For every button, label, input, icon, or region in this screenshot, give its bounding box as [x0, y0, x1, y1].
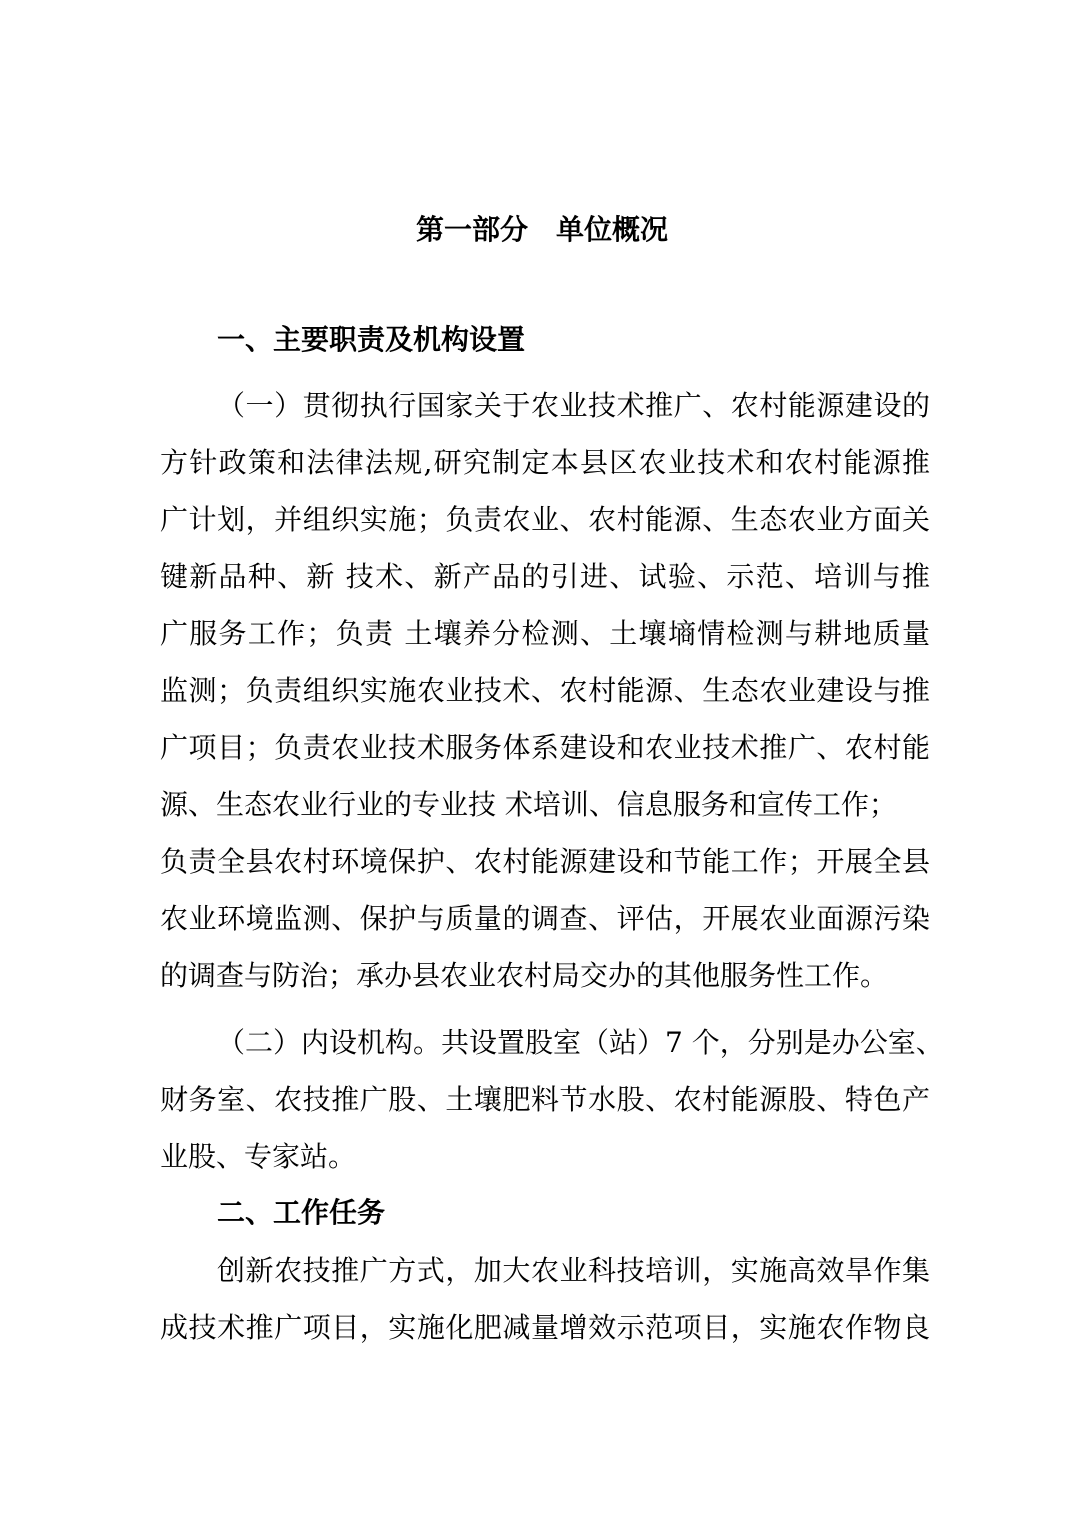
section-heading-tasks: 二、工作任务 [217, 1196, 386, 1229]
paragraph-line: 源、生态农业行业的专业技 术培训、信息服务和宣传工作； [160, 788, 897, 821]
paragraph-line: 监测；负责组织实施农业技术、农村能源、生态农业建设与推 [160, 674, 930, 707]
paragraph-line: （二）内设机构。共设置股室（站）7 个，分别是办公室、 [217, 1026, 944, 1059]
page-title: 第一部分 单位概况 [415, 213, 668, 246]
paragraph-line: 业股、专家站。 [160, 1140, 357, 1173]
paragraph-line: 农业环境监测、保护与质量的调查、评估，开展农业面源污染 [160, 902, 930, 935]
paragraph-line: 财务室、农技推广股、土壤肥料节水股、农村能源股、特色产 [160, 1083, 930, 1116]
paragraph-line: 广计划，并组织实施；负责农业、农村能源、生态农业方面关 [160, 503, 930, 536]
paragraph-line: 负责全县农村环境保护、农村能源建设和节能工作；开展全县 [160, 845, 930, 878]
paragraph-line: 键新品种、新 技术、新产品的引进、试验、示范、培训与推 [160, 560, 930, 593]
paragraph-line: （一）贯彻执行国家关于农业技术推广、农村能源建设的 [217, 389, 930, 422]
paragraph-line: 方针政策和法律法规,研究制定本县区农业技术和农村能源推 [160, 446, 930, 479]
paragraph-line: 的调查与防治；承办县农业农村局交办的其他服务性工作。 [160, 959, 889, 992]
paragraph-line: 广服务工作；负责 土壤养分检测、土壤墒情检测与耕地质量 [160, 617, 930, 650]
paragraph-line: 成技术推广项目，实施化肥减量增效示范项目，实施农作物良 [160, 1311, 930, 1344]
paragraph-line: 广项目；负责农业技术服务体系建设和农业技术推广、农村能 [160, 731, 930, 764]
paragraph-line: 创新农技推广方式，加大农业科技培训，实施高效旱作集 [217, 1254, 930, 1287]
section-heading-duties: 一、主要职责及机构设置 [217, 323, 526, 356]
